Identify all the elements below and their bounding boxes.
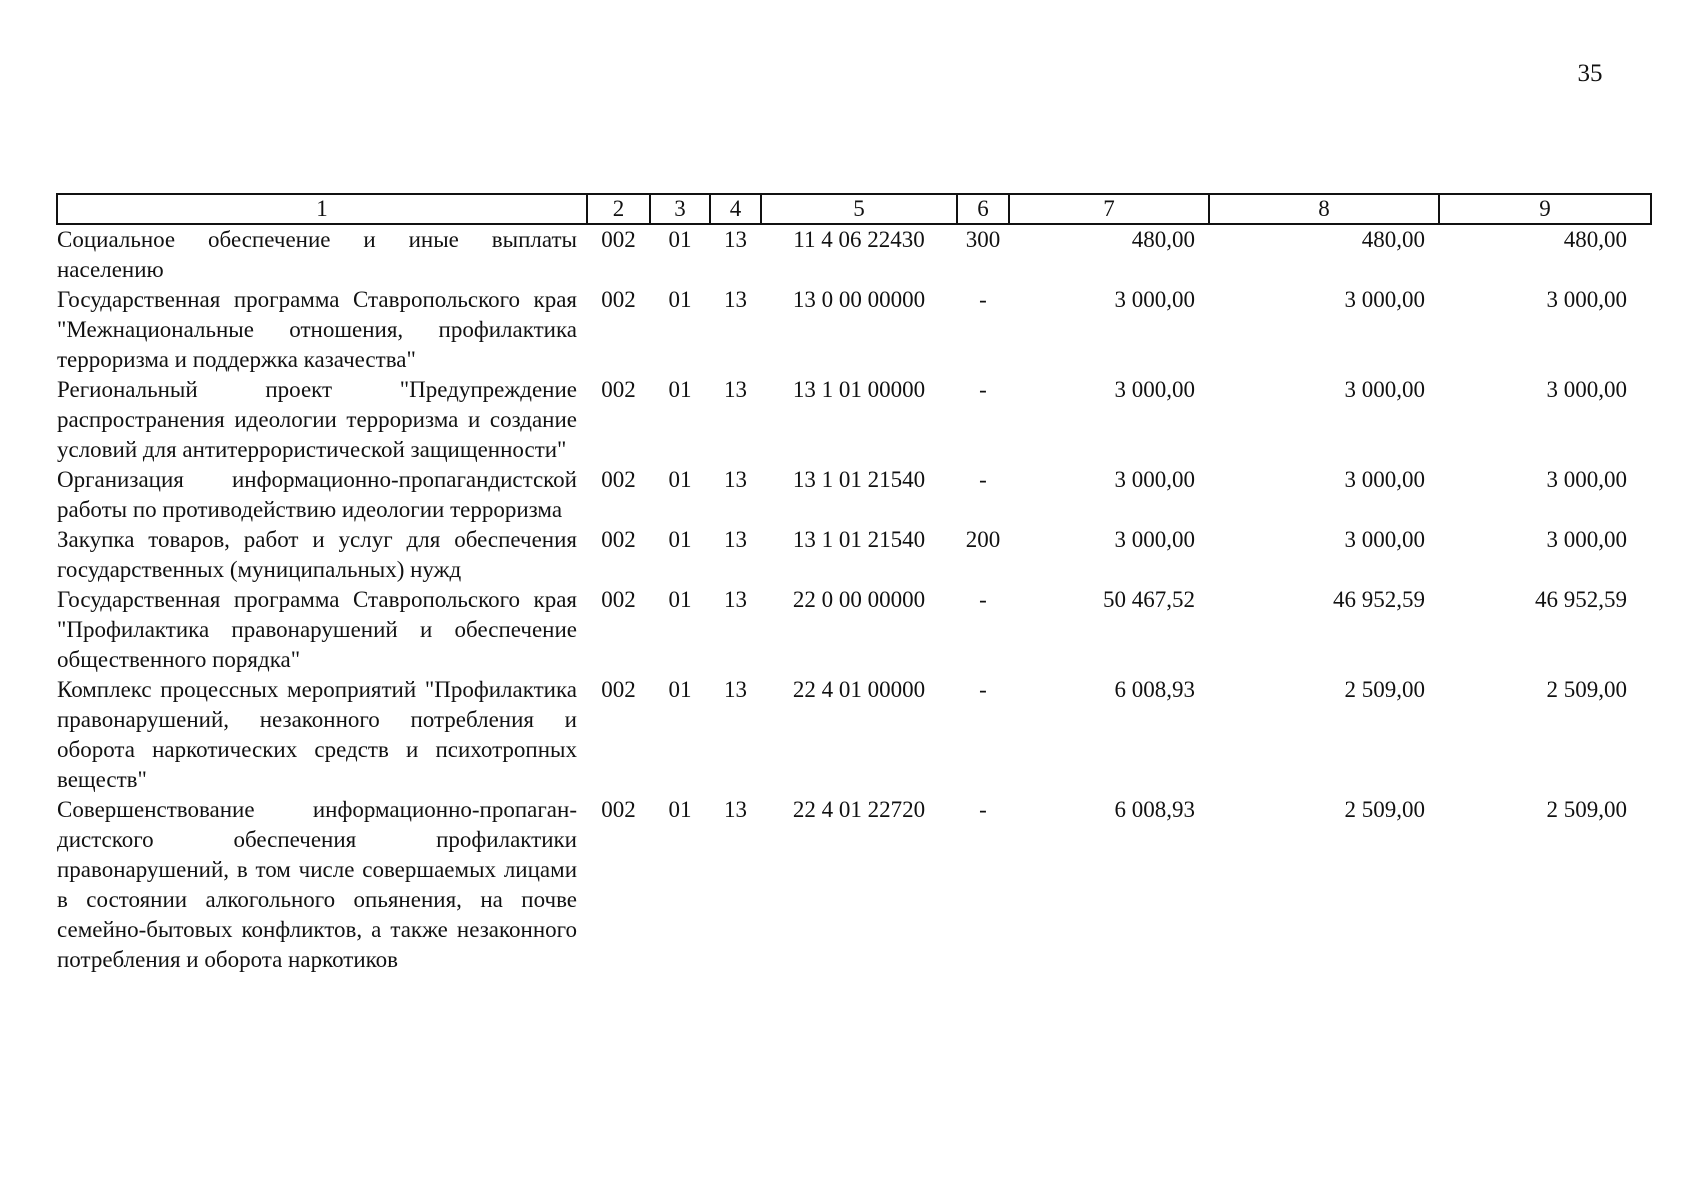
cell-col-6: -: [979, 467, 987, 492]
cell-col-7: 6 008,93: [1114, 677, 1195, 702]
column-header-4: 4: [710, 194, 761, 224]
cell-col-2: 002: [601, 677, 636, 702]
cell-col-7: 6 008,93: [1114, 797, 1195, 822]
row-name: Организация информационно-пропагандистской работы по противодействию идеологии терроризма: [57, 467, 577, 522]
cell-col-3: 01: [668, 587, 692, 612]
cell-col-5: 13 1 01 21540: [792, 467, 926, 492]
cell-col-2: 002: [601, 287, 636, 312]
cell-col-8: 2 509,00: [1344, 797, 1425, 822]
cell-col-4: 13: [724, 227, 747, 252]
cell-col-9: 3 000,00: [1546, 527, 1627, 552]
column-header-6: 6: [957, 194, 1009, 224]
cell-col-9: 480,00: [1563, 227, 1627, 252]
cell-col-2: 002: [601, 587, 636, 612]
cell-col-2: 002: [601, 467, 636, 492]
cell-col-7: 3 000,00: [1114, 467, 1195, 492]
cell-col-5: 22 0 00 00000: [792, 587, 926, 612]
cell-col-6: 300: [965, 227, 1001, 252]
table-header-row: [57, 194, 1651, 224]
cell-col-4: 13: [724, 677, 747, 702]
cell-col-3: 01: [668, 377, 692, 402]
cell-col-4: 13: [724, 527, 747, 552]
cell-col-8: 3 000,00: [1344, 467, 1425, 492]
cell-col-4: 13: [724, 587, 747, 612]
column-header-5: 5: [761, 194, 957, 224]
column-header-8: 8: [1209, 194, 1439, 224]
cell-col-6: -: [979, 677, 987, 702]
cell-col-9: 2 509,00: [1546, 677, 1627, 702]
cell-col-2: 002: [601, 527, 636, 552]
budget-table: [56, 193, 1652, 975]
cell-col-3: 01: [668, 287, 692, 312]
cell-col-3: 01: [668, 227, 692, 252]
row-name: Совершенствование информационно-пропагандистского обеспечения профилактики правонарушений, в том числе совершаемых лицами в состоянии алкогольного опьянения, на почве семейно-бытовых конфликтов, а также незаконного потребления и оборота наркотиков: [57, 797, 577, 972]
cell-col-6: -: [979, 377, 987, 402]
cell-col-2: 002: [601, 377, 636, 402]
cell-col-5: 22 4 01 22720: [792, 797, 926, 822]
cell-col-7: 3 000,00: [1114, 527, 1195, 552]
table-row: [57, 375, 1651, 465]
cell-col-6: -: [979, 797, 987, 822]
row-name: Региональный проект "Предупреждение распространения идеологии терроризма и создание условий для антитеррористической защищенности": [57, 377, 577, 462]
column-header-7: 7: [1009, 194, 1209, 224]
cell-col-5: 11 4 06 22430: [793, 227, 925, 252]
row-name: Государственная программа Ставропольского края "Профилактика правонарушений и обеспечение общественного порядка": [57, 587, 577, 672]
cell-col-5: 13 1 01 21540: [792, 527, 926, 552]
cell-col-9: 2 509,00: [1546, 797, 1627, 822]
cell-col-3: 01: [668, 527, 692, 552]
table-row: [57, 285, 1651, 375]
cell-col-4: 13: [724, 797, 747, 822]
cell-col-2: 002: [601, 227, 636, 252]
cell-col-5: 13 0 00 00000: [792, 287, 926, 312]
cell-col-4: 13: [724, 467, 747, 492]
cell-col-3: 01: [668, 797, 692, 822]
cell-col-8: 3 000,00: [1344, 527, 1425, 552]
cell-col-7: 3 000,00: [1114, 377, 1195, 402]
cell-col-8: 3 000,00: [1344, 287, 1425, 312]
column-header-1: 1: [57, 194, 587, 224]
cell-col-5: 13 1 01 00000: [792, 377, 926, 402]
cell-col-6: -: [979, 287, 987, 312]
row-name: Комплекс процессных мероприятий "Профилактика правонарушений, незаконного потребления и оборота наркотических средств и психотропных веществ": [57, 677, 577, 792]
cell-col-2: 002: [601, 797, 636, 822]
table-row: [57, 525, 1651, 585]
cell-col-8: 480,00: [1361, 227, 1425, 252]
cell-col-6: -: [979, 587, 987, 612]
cell-col-4: 13: [724, 287, 747, 312]
cell-col-8: 3 000,00: [1344, 377, 1425, 402]
table-row: [57, 465, 1651, 525]
cell-col-9: 46 952,59: [1535, 587, 1627, 612]
cell-col-9: 3 000,00: [1546, 287, 1627, 312]
table-row: [57, 795, 1651, 975]
row-name: Государственная программа Ставропольского края "Межнациональные отношения, профилактика терроризма и поддержка казачества": [57, 287, 577, 372]
cell-col-8: 46 952,59: [1333, 587, 1425, 612]
column-header-3: 3: [650, 194, 710, 224]
row-name: Социальное обеспечение и иные выплаты населению: [57, 227, 577, 282]
cell-col-3: 01: [668, 467, 692, 492]
cell-col-8: 2 509,00: [1344, 677, 1425, 702]
column-header-9: 9: [1439, 194, 1651, 224]
cell-col-5: 22 4 01 00000: [792, 677, 926, 702]
table-row: [57, 585, 1651, 675]
row-name: Закупка товаров, работ и услуг для обеспечения государственных (муниципальных) нужд: [57, 527, 577, 582]
table-row: [57, 675, 1651, 795]
cell-col-7: 50 467,52: [1103, 587, 1195, 612]
cell-col-4: 13: [724, 377, 747, 402]
cell-col-7: 3 000,00: [1114, 287, 1195, 312]
column-header-2: 2: [587, 194, 650, 224]
page-number: 35: [1577, 60, 1603, 87]
cell-col-9: 3 000,00: [1546, 467, 1627, 492]
cell-col-3: 01: [668, 677, 692, 702]
cell-col-7: 480,00: [1131, 227, 1195, 252]
cell-col-9: 3 000,00: [1546, 377, 1627, 402]
table-row: [57, 224, 1651, 285]
cell-col-6: 200: [965, 527, 1001, 552]
